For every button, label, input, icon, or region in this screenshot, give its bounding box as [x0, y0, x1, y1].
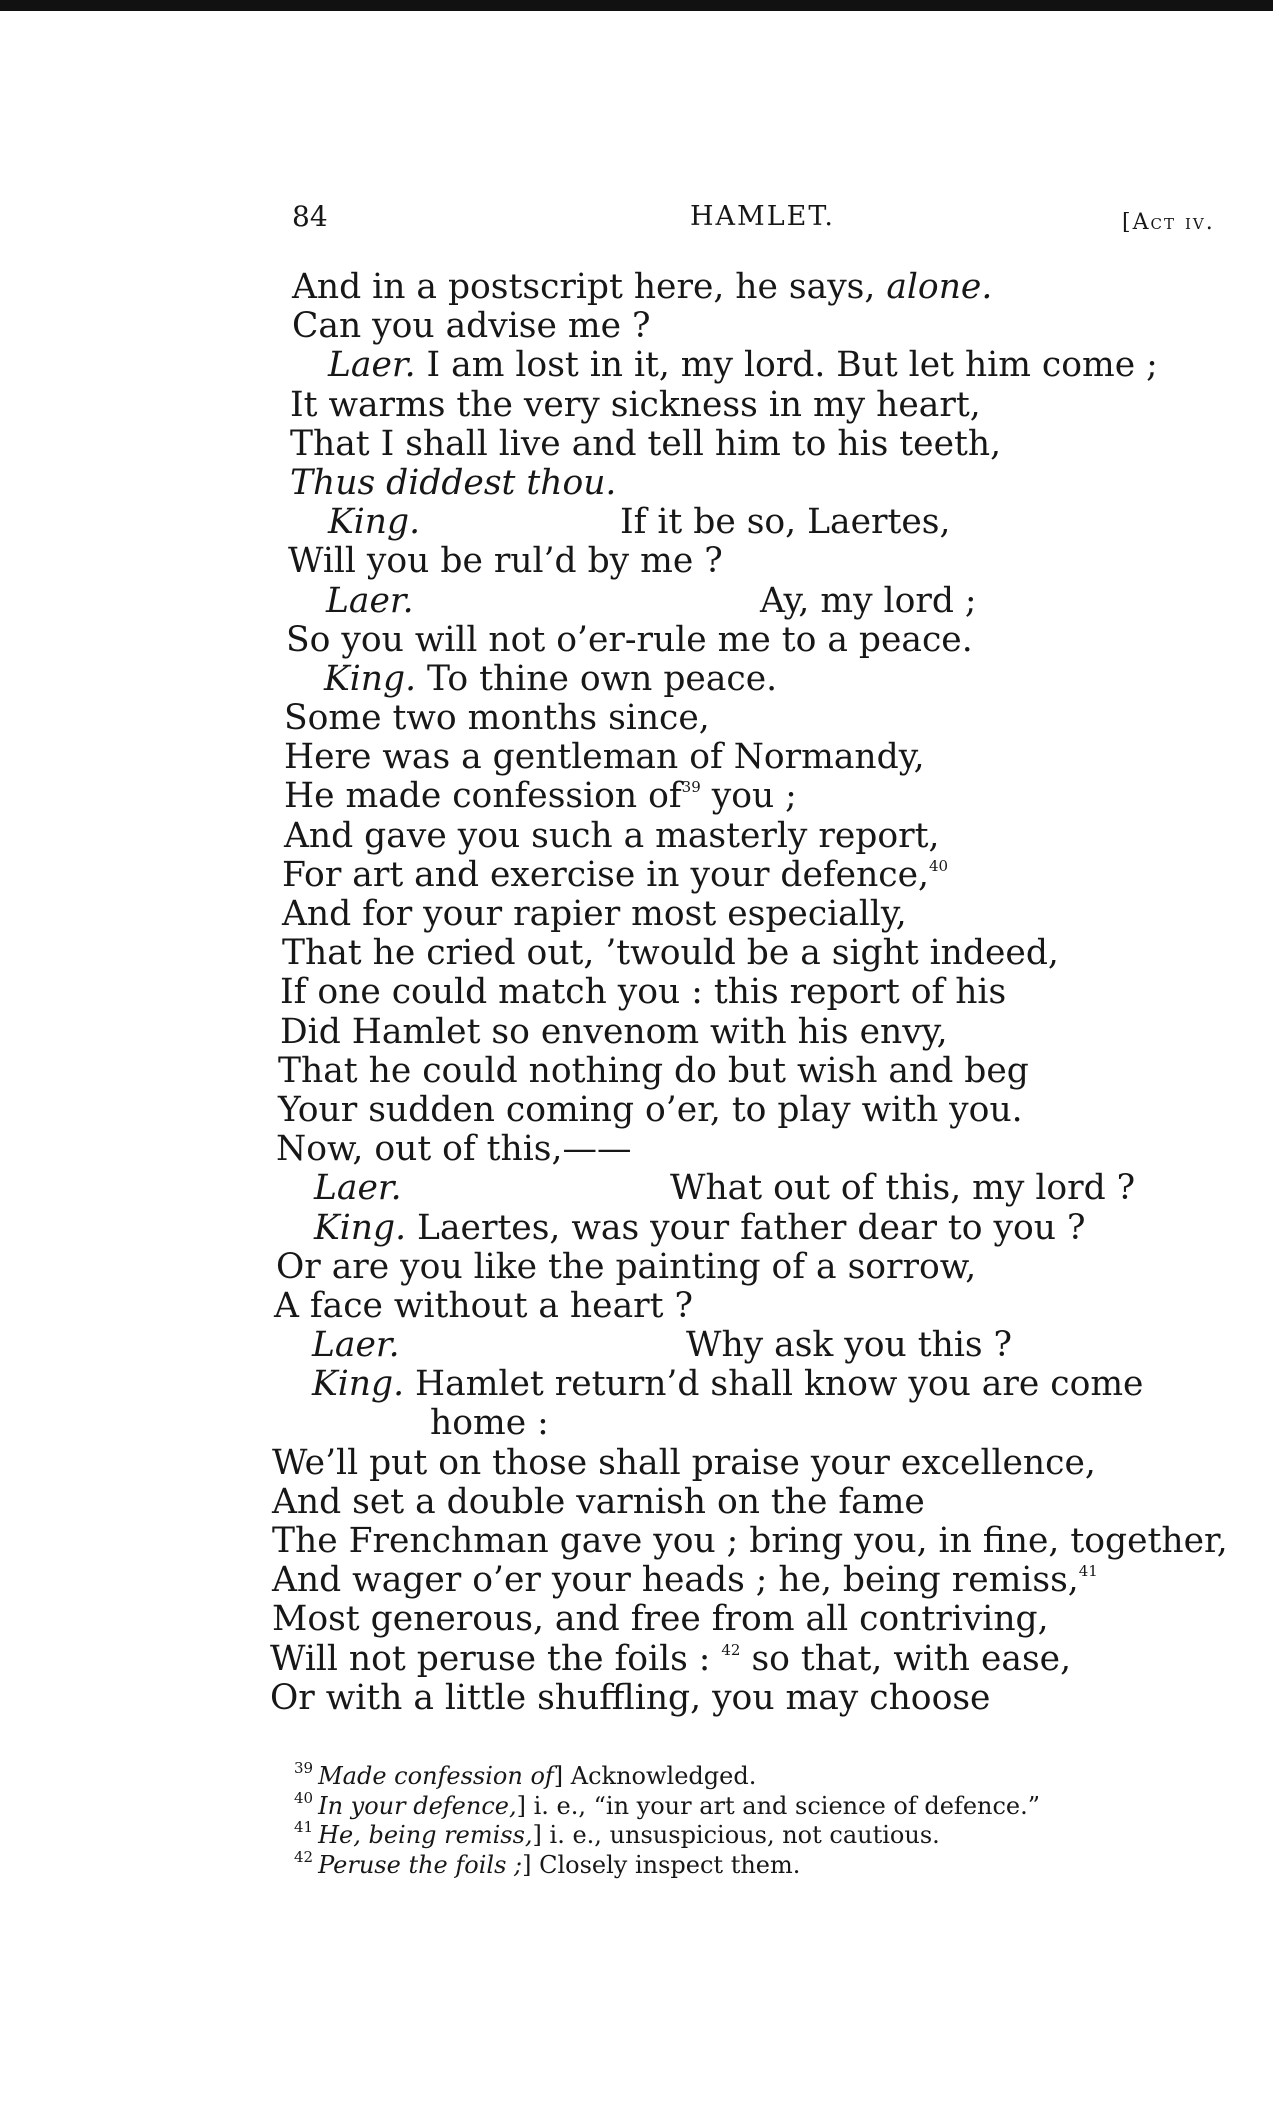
speaker-name: King. — [312, 1364, 405, 1405]
speaker-name: King. — [324, 658, 417, 699]
verse-line: Or with a little shuffling, you may choose — [270, 1677, 991, 1718]
footnote-number: 39 — [294, 1759, 314, 1777]
speech-line: King. Laertes, was your father dear to you ? — [314, 1207, 1086, 1248]
verse-line: Some two months since, — [284, 698, 710, 739]
speaker-name: Laer. — [328, 345, 416, 386]
footnotes — [294, 1759, 1194, 1880]
footnote-number: 40 — [294, 1788, 314, 1807]
footnote-ref: 40 — [929, 856, 949, 875]
verse-line: It warms the very sickness in my heart, — [290, 384, 981, 425]
verse-line: Or are you like the painting of a sorrow, — [276, 1246, 977, 1287]
verse-line: home : — [430, 1403, 549, 1444]
act-label: [Act iv. — [1122, 210, 1215, 235]
verse-line: Thus diddest thou. — [290, 462, 617, 503]
speech-line: Laer. I am lost in it, my lord. But let him come ; — [328, 345, 1158, 386]
verse-line: Here was a gentleman of Normandy, — [284, 737, 925, 778]
speech-line: Laer. Why ask you this ? — [312, 1325, 1013, 1366]
footnote-gloss: ] i. e., unsuspicious, not cautious. — [532, 1821, 940, 1849]
verse-text — [270, 267, 1228, 1718]
footnote-number: 42 — [294, 1847, 314, 1866]
footnote — [294, 1759, 1194, 1792]
speech-line: Laer. What out of this, my lord ? — [314, 1168, 1136, 1209]
verse-line: And for your rapier most especially, — [282, 894, 907, 934]
verse-line: And set a double varnish on the fame — [272, 1481, 925, 1522]
footnote-gloss: ] i. e., “in your art and science of defence.” — [516, 1791, 1041, 1820]
footnote-number: 41 — [294, 1818, 314, 1836]
footnote-ref: 39 — [681, 778, 701, 797]
footnote-ref: 41 — [1078, 1562, 1098, 1581]
speech-line: King. To thine own peace. — [324, 658, 778, 699]
verse-line: Can you advise me ? — [292, 306, 651, 347]
footnote-lemma: In your defence, — [318, 1791, 517, 1820]
footnote-gloss: ] Closely inspect them. — [522, 1850, 801, 1879]
verse-line: Now, out of this,—— — [276, 1129, 632, 1170]
verse-line: A face without a heart ? — [274, 1285, 693, 1326]
speaker-name: Laer. — [312, 1325, 400, 1366]
footnote — [294, 1788, 1194, 1822]
footnote — [294, 1818, 1194, 1851]
verse-line: And gave you such a masterly report, — [284, 815, 940, 856]
speaker-name: Laer. — [326, 580, 414, 621]
page-number: 84 — [292, 200, 328, 233]
speech-line: King. Hamlet return’d shall know you are come — [312, 1364, 1144, 1405]
speaker-name: Laer. — [314, 1168, 402, 1209]
footnote-lemma: He, being remiss, — [318, 1821, 533, 1849]
verse-line: Most generous, and free from all contriving, — [272, 1599, 1049, 1640]
verse-line: We’ll put on those shall praise your excellence, — [272, 1442, 1096, 1483]
verse-line: And wager o’er your heads ; he, being remiss,$^{41}$ — [272, 1560, 1098, 1601]
footnote — [294, 1847, 1194, 1881]
verse-line: Did Hamlet so envenom with his envy, — [280, 1011, 948, 1052]
footnote-gloss: ] Acknowledged. — [553, 1762, 757, 1790]
verse-line: That I shall live and tell him to his teeth, — [290, 423, 1002, 464]
running-title: HAMLET. — [690, 201, 835, 232]
speech-line: Laer. Ay, my lord ; — [326, 580, 977, 621]
speaker-name: King. — [314, 1207, 407, 1248]
verse-line: The Frenchman gave you ; bring you, in fine, together, — [272, 1521, 1228, 1561]
footnote-ref: 42 — [721, 1640, 741, 1659]
verse-line: Your sudden coming o’er, to play with you. — [278, 1089, 1023, 1130]
verse-line: If one could match you : this report of his — [280, 972, 1007, 1013]
verse-line: He made confession of$^{39}$ you ; — [284, 776, 797, 817]
speech-line: King. If it be so, Laertes, — [328, 502, 951, 543]
speaker-name: King. — [328, 502, 421, 543]
verse-line: That he could nothing do but wish and beg — [278, 1050, 1029, 1091]
footnote-lemma: Peruse the foils ; — [318, 1850, 523, 1879]
footnote-lemma: Made confession of — [318, 1762, 554, 1790]
verse-line: So you will not o’er-rule me to a peace. — [286, 619, 973, 660]
page-header — [290, 196, 1230, 236]
verse-line: And in a postscript here, he says, alone. — [292, 267, 993, 307]
verse-line: That he cried out, ’twould be a sight indeed, — [282, 933, 1059, 974]
verse-line: Will you be rul’d by me ? — [288, 541, 723, 582]
scan-edge-bar — [0, 0, 1273, 11]
verse-line: Will not peruse the foils : $^{42}$ so that, with ease, — [270, 1638, 1072, 1679]
verse-line: For art and exercise in your defence,$^{40}$ — [282, 854, 949, 895]
